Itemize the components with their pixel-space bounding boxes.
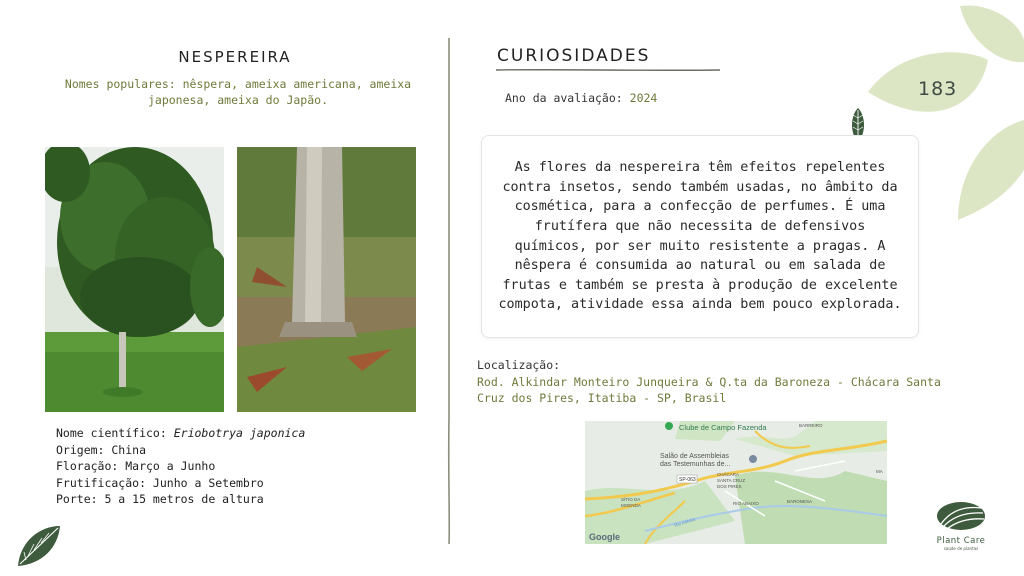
plant-care-logo-icon xyxy=(935,500,987,532)
location-address: Rod. Alkindar Monteiro Junqueira & Q.ta da Baroneza - Chácara Santa Cruz dos Pires, Itatiba - SP, Brasil xyxy=(477,375,941,405)
map-label-chacara-3: DOS PIRES xyxy=(717,484,742,489)
map-label-road: SP-063 xyxy=(679,477,696,483)
map-label-church-1: Salão de Assembleias xyxy=(660,453,729,460)
map-label-edge: MA xyxy=(876,469,883,474)
column-divider xyxy=(446,38,452,544)
location-map[interactable] xyxy=(585,421,887,544)
scientific-name xyxy=(56,425,305,442)
year-value: 2024 xyxy=(629,91,658,105)
sheet-number: 183 xyxy=(918,78,958,100)
map-label-baronesa: BARONESA xyxy=(787,499,813,504)
popular-names: Nomes populares: nêspera, ameixa americana, ameixa japonesa, ameixa do Japão. xyxy=(64,77,412,107)
tree-photo xyxy=(45,147,224,412)
fruiting: Frutificação: Junho a Setembro xyxy=(56,475,264,490)
map-label-chacara-1: CHÁCARA xyxy=(717,472,740,477)
flowering: Floração: Março a Junho xyxy=(56,459,216,473)
map-label-club: Clube de Campo Fazenda xyxy=(679,423,767,432)
logo-brand: Plant Care xyxy=(936,536,986,546)
curiosities-text: As flores da nespereira têm efeitos repelentes contra insetos, sendo também usadas, no âmbito da cosmética, para a confecção de perfumes. É uma frutífera que não necessita de defensivos químicos, por ser muito resistente a pragas. A nêspera é consumida ao natural ou em salada de frutas e também se presta à produção de excelente compota, atividade essa ainda bem pouco explorada. xyxy=(498,160,902,313)
map-label-church-2: das Testemunhas de... xyxy=(660,461,731,468)
logo-tagline: saúde de plantas xyxy=(943,546,979,551)
leaf-icon xyxy=(14,522,64,570)
map-label-chacara-2: SANTA CRUZ xyxy=(717,478,746,483)
curiosities-title: CURIOSIDADES xyxy=(497,46,651,66)
map-label-sitio-1: SÍTIO DA xyxy=(621,497,641,502)
origin: Origem: China xyxy=(56,442,147,457)
scientific-value: Eriobotrya japonica xyxy=(173,426,306,440)
curiosities-card xyxy=(481,135,919,338)
evaluation-year xyxy=(505,91,657,105)
tree-size: Porte: 5 a 15 metros de altura xyxy=(56,492,264,506)
map-label-rio-abaixo: RIO ABAIXO xyxy=(733,501,759,506)
map-label-sitio-2: MOENDA xyxy=(621,503,641,508)
map-google-logo: Google xyxy=(589,532,620,542)
location-label: Localização: xyxy=(477,358,561,372)
map-label-barreiro: BARREIRO xyxy=(799,423,823,428)
plant-facts xyxy=(56,425,305,508)
year-label: Ano da avaliação: xyxy=(505,91,623,105)
scientific-label: Nome científico: xyxy=(56,426,167,440)
plant-title: NESPEREIRA xyxy=(178,48,292,66)
title-underline xyxy=(496,67,720,73)
plant-care-logo xyxy=(925,500,997,551)
map-label-river: Rio Atibaia xyxy=(673,516,696,528)
trunk-photo xyxy=(237,147,416,412)
